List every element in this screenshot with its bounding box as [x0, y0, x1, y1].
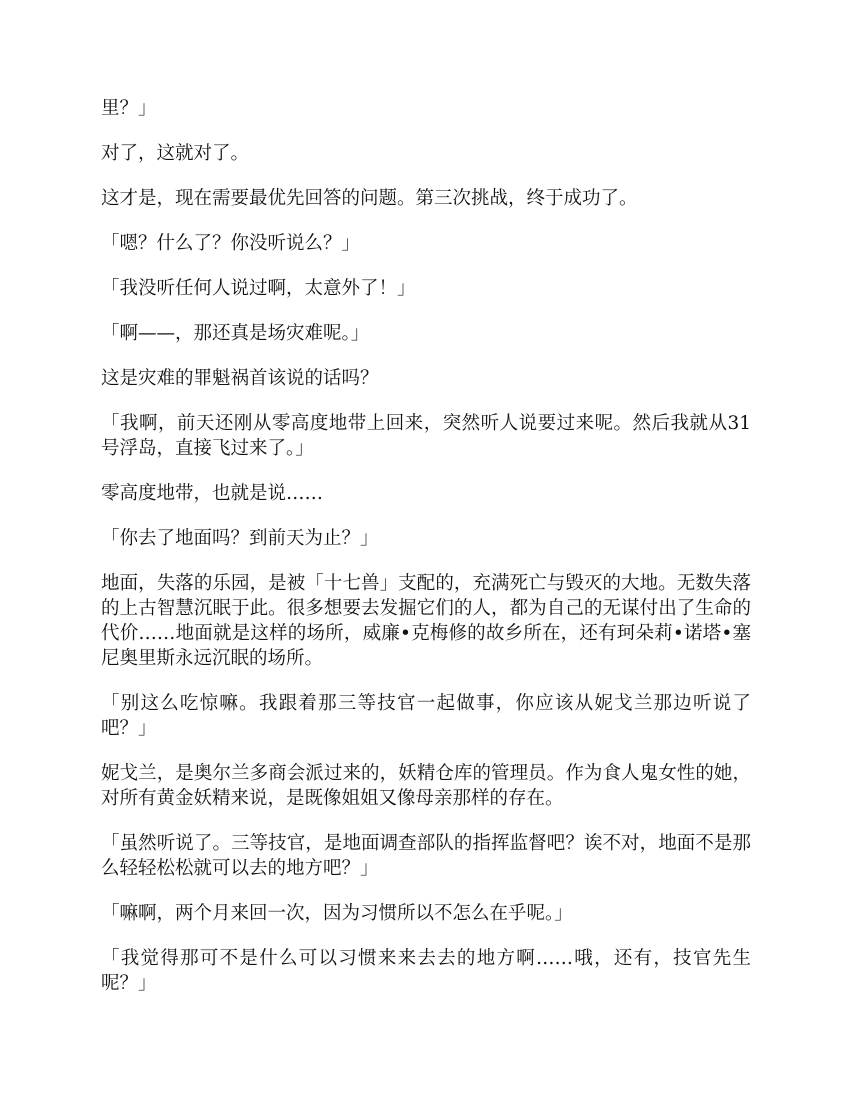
paragraph-15: 「嘛啊，两个月来回一次，因为习惯所以不怎么在乎呢。」 [101, 903, 573, 924]
paragraph-8: 「我啊，前天还刚从零高度地带上回来，突然听人说要过来呢。然后我就从31号浮岛，直接飞过来了。」 [101, 413, 751, 459]
paragraph-10: 「你去了地面吗？到前天为止？」 [101, 528, 379, 549]
paragraph-11: 地面，失落的乐园，是被「十七兽」支配的，充满死亡与毁灭的大地。无数失落的上古智慧沉眠于此。很多想要去发掘它们的人，都为自己的无谋付出了生命的代价……地面就是这样的场所，威廉•克梅修的故乡所在，还有珂朵莉•诺塔•塞尼奥里斯永远沉眠的场所。 [101, 573, 751, 669]
paragraph-7: 这是灾难的罪魁祸首该说的话吗？ [101, 368, 379, 389]
paragraph-14: 「虽然听说了。三等技官，是地面调查部队的指挥监督吧？诶不对，地面不是那么轻轻松松就可以去的地方吧？」 [101, 833, 751, 879]
paragraph-6: 「啊——，那还真是场灾难呢。」 [101, 323, 370, 344]
paragraph-4: 「嗯？什么了？你没听说么？」 [101, 233, 361, 254]
paragraph-2: 对了，这就对了。 [101, 143, 250, 164]
paragraph-13: 妮戈兰，是奥尔兰多商会派过来的，妖精仓库的管理员。作为食人鬼女性的她，对所有黄金妖精来说，是既像姐姐又像母亲那样的存在。 [101, 763, 751, 809]
paragraph-3: 这才是，现在需要最优先回答的问题。第三次挑战，终于成功了。 [101, 188, 638, 209]
paragraph-12: 「别这么吃惊嘛。我跟着那三等技官一起做事，你应该从妮戈兰那边听说了吧？」 [101, 693, 751, 739]
paragraph-5: 「我没听任何人说过啊，太意外了！」 [101, 278, 416, 299]
paragraph-1: 里？」 [101, 98, 157, 119]
document-body [101, 96, 751, 1016]
paragraph-9: 零高度地带，也就是说…… [101, 483, 324, 504]
paragraph-16: 「我觉得那可不是什么可以习惯来来去去的地方啊……哦，还有，技官先生呢？」 [101, 948, 751, 994]
